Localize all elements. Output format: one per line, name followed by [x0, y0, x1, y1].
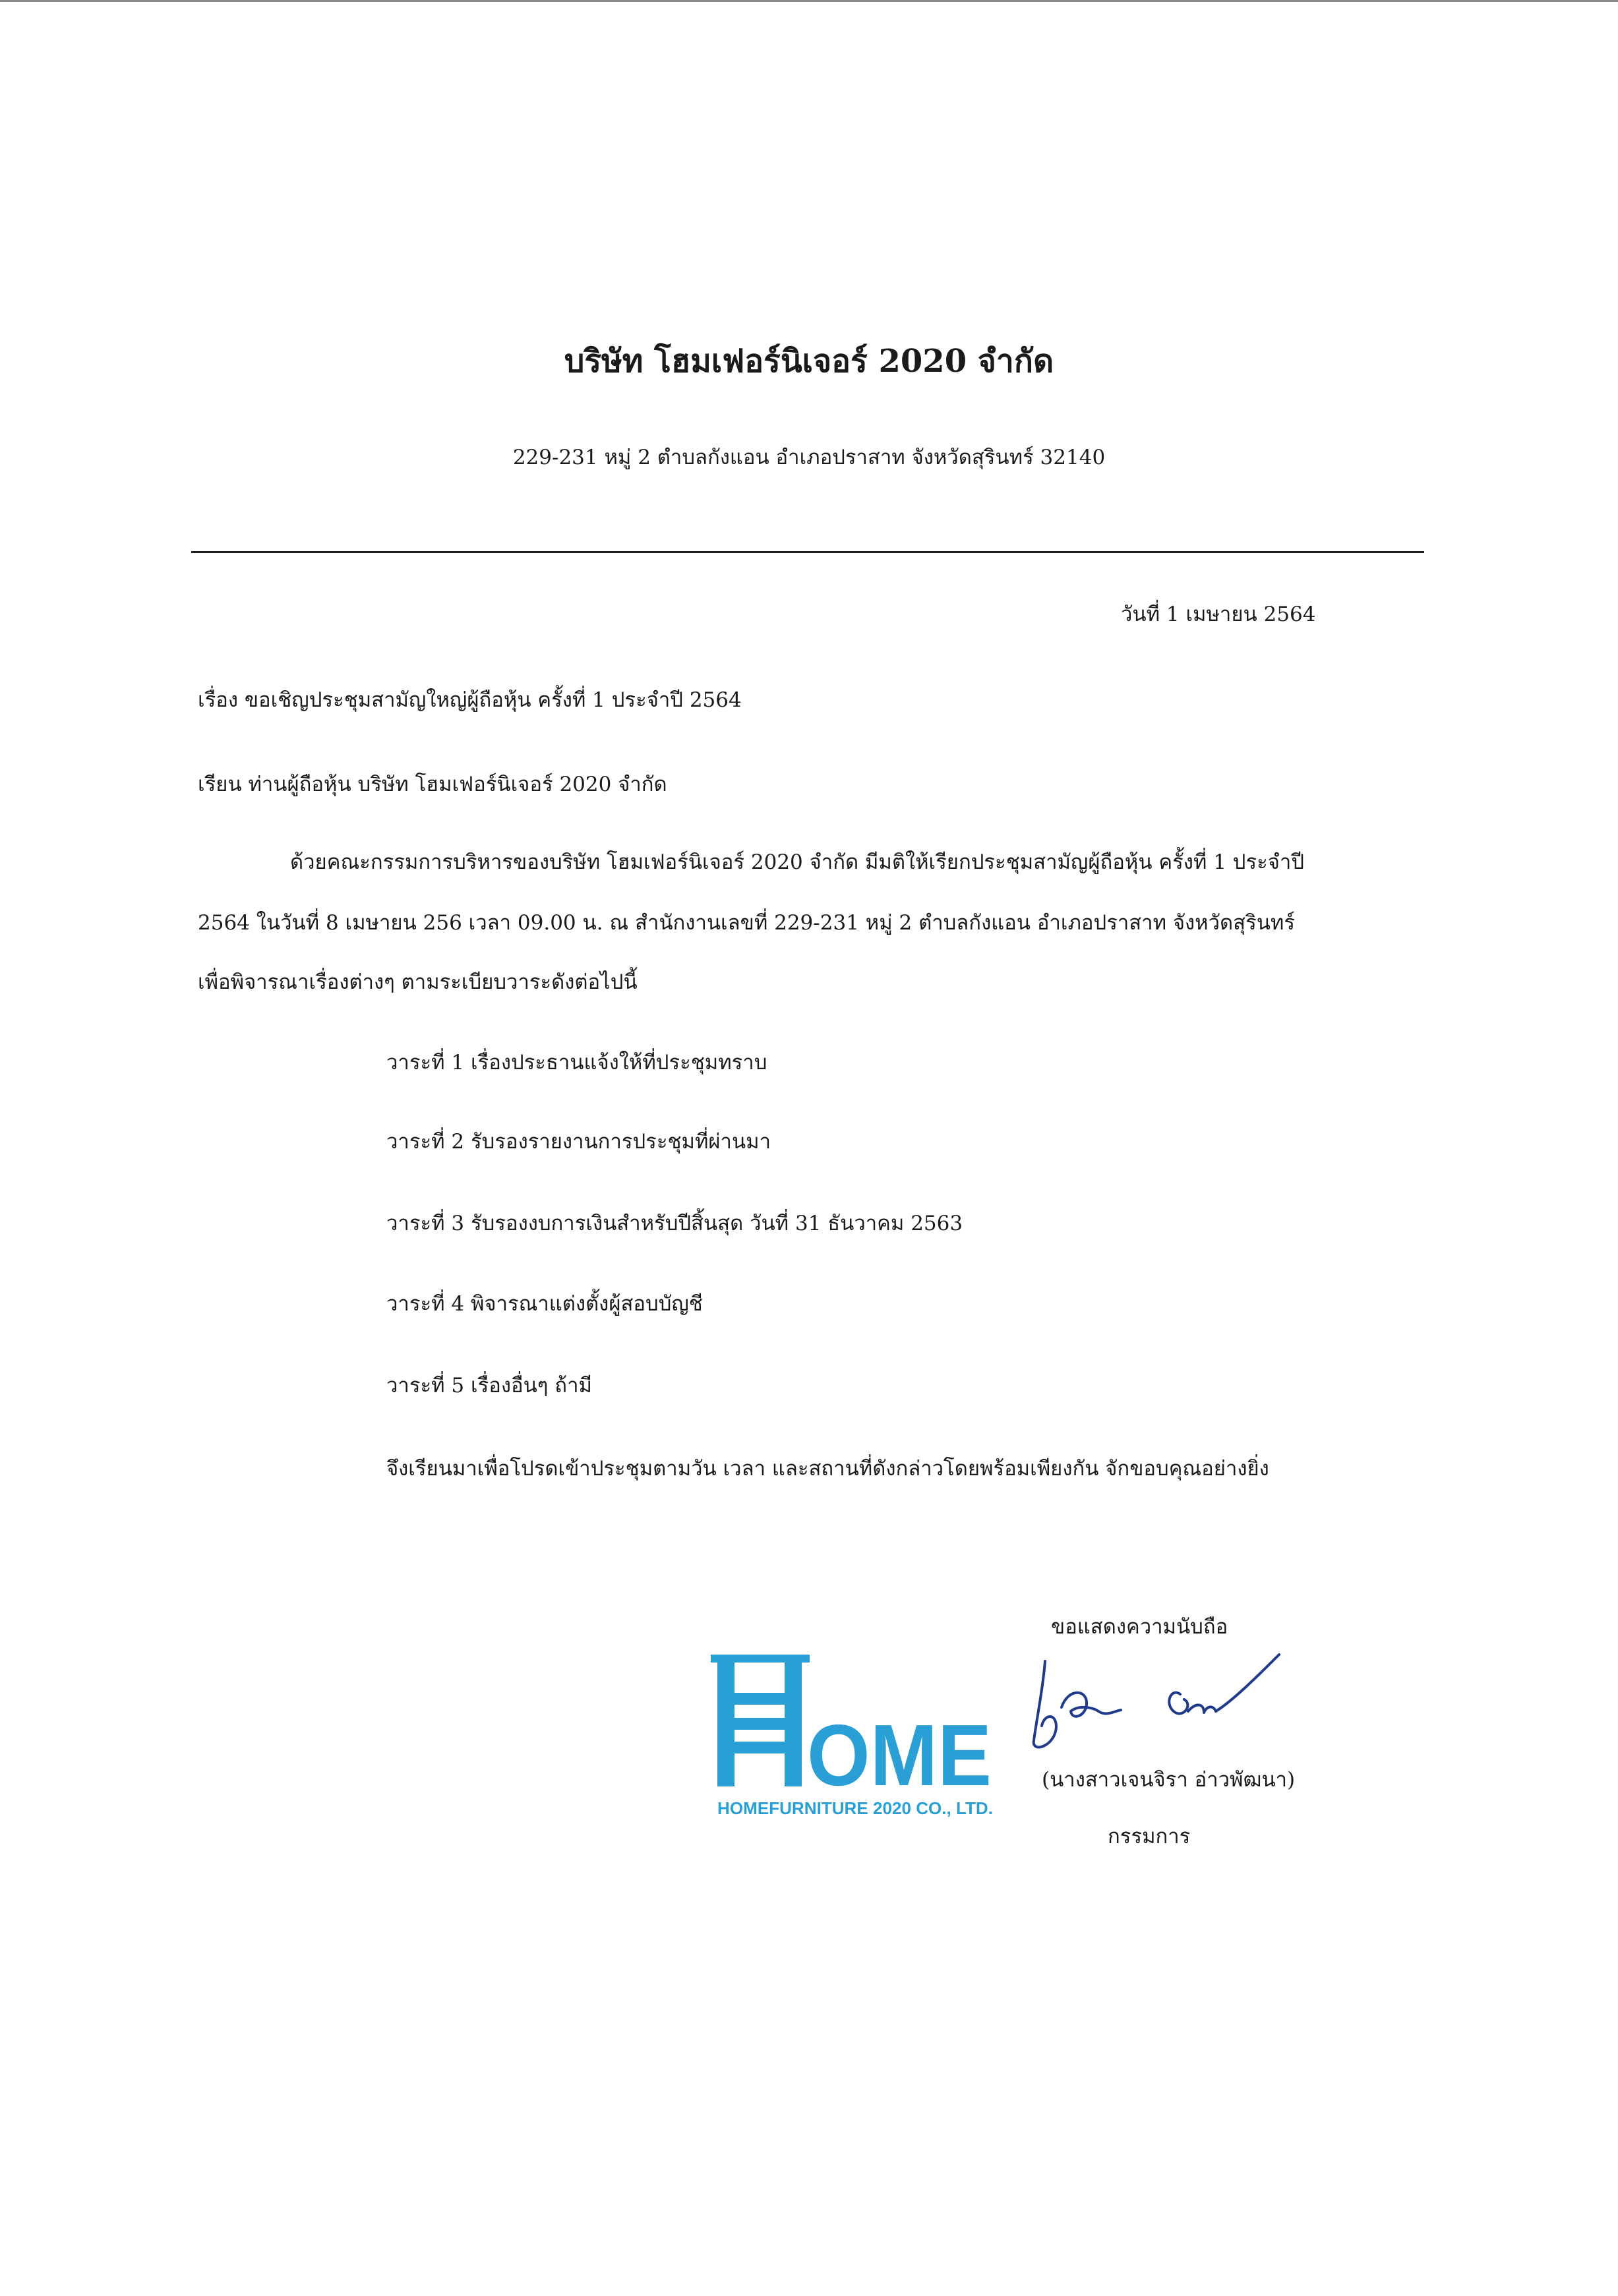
agenda-item-4: วาระที่ 4 พิจารณาแต่งตั้งผู้สอบบัญชี — [386, 1292, 703, 1316]
handwritten-signature — [1015, 1648, 1305, 1753]
body-paragraph-line-1: ด้วยคณะกรรมการบริหารของบริษัท โฮมเฟอร์นิเจอร์ 2020 จำกัด มีมติให้เรียกประชุมสามัญผู้ถือหุ้น ครั้งที่ 1 ประจำปี — [290, 850, 1304, 874]
agenda-item-2: วาระที่ 2 รับรองรายงานการประชุมที่ผ่านมา — [386, 1130, 771, 1154]
logo-chair-h-icon — [711, 1655, 810, 1786]
company-address: 229-231 หมู่ 2 ตำบลกังแอน อำเภอปราสาท จังหวัดสุรินทร์ 32140 — [512, 446, 1106, 469]
agenda-item-1: วาระที่ 1 เรื่องประธานแจ้งให้ที่ประชุมทราบ — [386, 1051, 767, 1074]
logo-wordmark: OME — [807, 1707, 992, 1804]
letter-subject: เรื่อง ขอเชิญประชุมสามัญใหญ่ผู้ถือหุ้น ครั้งที่ 1 ประจำปี 2564 — [198, 688, 742, 712]
body-paragraph-line-2: 2564 ในวันที่ 8 เมษายน 256 เวลา 09.00 น. ณ สำนักงานเลขที่ 229-231 หมู่ 2 ตำบลกังแอน อำเภอปราสาท จังหวัดสุรินทร์ — [198, 911, 1295, 935]
letter-recipient: เรียน ท่านผู้ถือหุ้น บริษัท โฮมเฟอร์นิเจอร์ 2020 จำกัด — [198, 773, 667, 796]
agenda-item-3: วาระที่ 3 รับรองงบการเงินสำหรับปีสิ้นสุด วันที่ 31 ธันวาคม 2563 — [386, 1212, 963, 1235]
page-top-edge — [0, 0, 1618, 2]
agenda-item-5: วาระที่ 5 เรื่องอื่นๆ ถ้ามี — [386, 1374, 592, 1398]
logo-tagline: HOMEFURNITURE 2020 CO., LTD. — [717, 1798, 993, 1818]
signer-position: กรรมการ — [1108, 1825, 1191, 1848]
letter-date: วันที่ 1 เมษายน 2564 — [1121, 603, 1316, 626]
company-title: บริษัท โฮมเฟอร์นิเจอร์ 2020 จำกัด — [564, 343, 1054, 380]
closing-statement: จึงเรียนมาเพื่อโปรดเข้าประชุมตามวัน เวลา และสถานที่ดังกล่าวโดยพร้อมเพียงกัน จักขอบคุณอย่างยิ่ง — [386, 1457, 1269, 1481]
company-logo — [711, 1655, 1001, 1826]
header-divider — [191, 551, 1424, 553]
signer-name: (นางสาวเจนจิรา อ่าวพัฒนา) — [1042, 1768, 1296, 1792]
body-paragraph-line-3: เพื่อพิจารณาเรื่องต่างๆ ตามระเบียบวาระดังต่อไปนี้ — [198, 970, 638, 994]
regards-text: ขอแสดงความนับถือ — [1051, 1615, 1228, 1639]
